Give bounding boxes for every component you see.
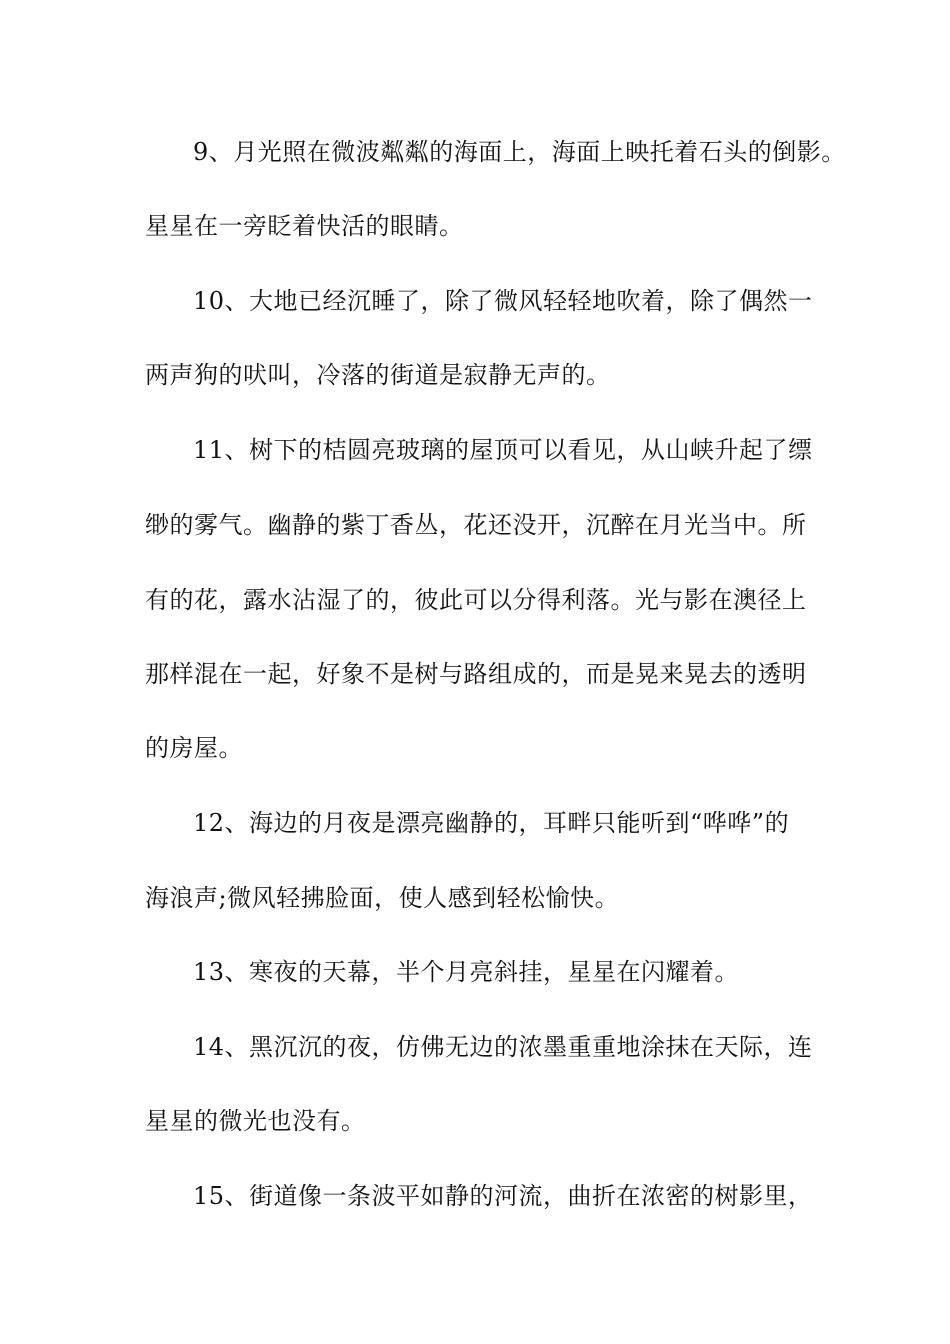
paragraph-9-line-1: 9、月光照在微波粼粼的海面上，海面上映托着石头的倒影。 (193, 138, 846, 166)
paragraph-11-line-5: 的房屋。 (145, 734, 243, 762)
paragraph-11-line-1: 11、树下的桔圆亮玻璃的屋顶可以看见，从山峡升起了缥 (193, 436, 813, 464)
paragraph-12-line-1: 12、海边的月夜是漂亮幽静的，耳畔只能听到“哗哗”的 (193, 809, 790, 837)
paragraph-10-line-2: 两声狗的吠叫，冷落的街道是寂静无声的。 (145, 361, 611, 389)
paragraph-9-line-2: 星星在一旁眨着快活的眼睛。 (145, 212, 464, 240)
paragraph-14-line-2: 星星的微光也没有。 (145, 1107, 366, 1135)
paragraph-11-line-3: 有的花，露水沾湿了的，彼此可以分得利落。光与影在澳径上 (145, 586, 807, 614)
paragraph-12-line-2: 海浪声;微风轻拂脸面，使人感到轻松愉快。 (145, 884, 620, 912)
paragraph-10-line-1: 10、大地已经沉睡了，除了微风轻轻地吹着，除了偶然一 (193, 287, 813, 315)
paragraph-15-line-1: 15、街道像一条波平如静的河流，曲折在浓密的树影里， (193, 1182, 813, 1210)
paragraph-14-line-1: 14、黑沉沉的夜，仿佛无边的浓墨重重地涂抹在天际，连 (193, 1033, 813, 1061)
paragraph-11-line-2: 缈的雾气。幽静的紫丁香丛，花还没开，沉醉在月光当中。所 (145, 511, 807, 539)
paragraph-13-line-1: 13、寒夜的天幕，半个月亮斜挂，星星在闪耀着。 (193, 958, 740, 986)
paragraph-11-line-4: 那样混在一起，好象不是树与路组成的，而是晃来晃去的透明 (145, 660, 807, 688)
